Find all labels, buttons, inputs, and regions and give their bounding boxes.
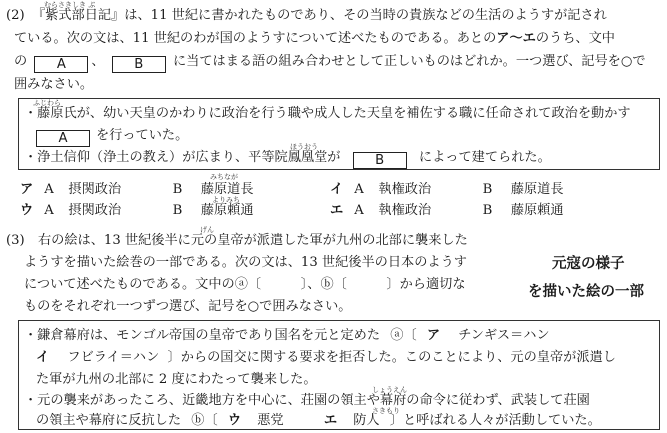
q3-box-l2c: 〕からの国交に関する要求を拒否した。このことにより、元の皇帝が派遣し xyxy=(167,350,616,365)
q3-choice-i-val: フビライ＝ハン xyxy=(67,350,160,365)
q2-choice-b-val: 藤原道長 xyxy=(510,182,564,197)
q3-ruby-gen: げん xyxy=(200,226,214,234)
q3-box-l5g: 〕と呼ばれる人々が活動していた。 xyxy=(389,413,601,428)
q2-box-line-1: ・藤原氏が、幼い天皇のかわりに政治を行う職や成人した天皇を補佐する職に任命されて政治を動かす xyxy=(24,106,631,121)
q2-box-blank-b: B xyxy=(353,152,407,169)
q3-l3: について述べたものである。文中の xyxy=(24,277,235,292)
q3-number: (3) xyxy=(6,233,25,248)
q3-l3-blanks: ⓐ〔 〕、ⓑ〔 〕 xyxy=(234,277,400,292)
q2-choice-b-label: B xyxy=(172,203,183,218)
q2-box-line-2 xyxy=(36,126,188,147)
q2-choice-a-val: 摂関政治 xyxy=(68,182,122,197)
q2-choice-mark: ア xyxy=(20,182,34,197)
q2-box-blank-a: A xyxy=(36,130,90,147)
q3-ruby-shouen: しょうえん xyxy=(372,386,407,394)
q2-blank-a: A xyxy=(34,56,88,73)
q2-choice-b-val: 藤原道長 xyxy=(200,182,254,197)
q2-choice-a-val: 摂関政治 xyxy=(68,203,122,218)
q2-choice-b-label: B xyxy=(482,203,493,218)
q2-box-l3c: によって建てられた。 xyxy=(418,150,551,165)
q2-choice-e xyxy=(330,199,564,218)
picture-caption-line-2: を描いた絵の一部 xyxy=(528,284,644,300)
q3-ruby-sakimori: さきもり xyxy=(372,407,400,415)
q3-box-l5a: の領主や幕府に反抗した xyxy=(36,413,182,428)
q2-choice-b-val: 藤原頼通 xyxy=(200,203,254,218)
q3-choice-u-mark: ウ xyxy=(227,413,242,428)
q2-p-l3a: の xyxy=(14,54,28,69)
q2-choice-mark: イ xyxy=(330,182,344,197)
q2-p-l3b: 、 xyxy=(91,54,105,69)
q2-paragraph-line-1: 『紫式部日記』は、11 世紀に書かれたものであり、その当時の貴族などの生活のようすが記され xyxy=(32,8,607,23)
q2-blank-b: B xyxy=(112,56,166,73)
q2-paragraph-line-4: 囲みなさい。 xyxy=(14,77,94,92)
q3-line-1: 右の絵は、13 世紀後半に元の皇帝が派遣した軍が九州の北部に襲来した xyxy=(38,233,468,248)
q3-box-l1b: ⓐ〔 xyxy=(390,328,417,343)
q3-box-line-4: ・元の襲来があったころ、近畿地方を中心に、荘園の領主や幕府の命令に従わず、武装して荘園 xyxy=(24,393,590,408)
q2-choice-range: ア〜エ xyxy=(496,31,536,46)
q3-choice-u-val: 悪党 xyxy=(257,413,284,428)
q2-choice-mark: エ xyxy=(330,203,344,218)
q3-box-l1a: ・鎌倉幕府は、モンゴル帝国の皇帝であり国名を元と定めた xyxy=(24,328,381,343)
q2-choice-b-label: B xyxy=(172,182,183,197)
q2-choice-a-val: 執権政治 xyxy=(378,182,432,197)
q2-ruby-yorimichi: よりみち xyxy=(212,196,240,204)
picture-caption-line-1: 元寇の様子 xyxy=(552,256,625,272)
q2-choice-a-label: A xyxy=(354,182,364,197)
q2-choice-mark: ウ xyxy=(20,203,34,218)
q2-paragraph-line-2 xyxy=(14,29,615,48)
q2-p-l2a: ている。次の文は、11 世紀のわが国のようすについて述べたものである。あとの xyxy=(14,31,497,46)
q2-choice-b-label: B xyxy=(482,182,493,197)
q2-ruby-fujiwara: ふじわら xyxy=(33,99,61,107)
q2-box-line-3 xyxy=(24,148,551,169)
q2-choice-a-label: A xyxy=(44,182,54,197)
q3-choice-i-mark: イ xyxy=(36,350,50,365)
q3-box-l5b: ⓑ〔 xyxy=(191,413,218,428)
q3-box-line-2 xyxy=(36,348,616,367)
q2-choice-a-val: 執権政治 xyxy=(378,203,432,218)
q2-ruby-houou: ほうおう xyxy=(290,143,318,151)
q2-choice-a-label: A xyxy=(354,203,364,218)
q2-number: (2) xyxy=(6,8,25,23)
q2-p-l3c: に当てはまる語の組み合わせとして正しいものはどれか。一つ選び、記号を○で xyxy=(172,54,646,69)
q2-choice-i xyxy=(330,178,564,197)
q3-line-2: ようすを描いた絵巻の一部である。次の文は、13 世紀後半の日本のようす xyxy=(24,255,467,270)
q3-choice-a-mark: ア xyxy=(426,328,441,343)
q3-choice-e-mark: エ xyxy=(323,413,337,428)
q2-p-l2c: のうち、文中 xyxy=(535,31,615,46)
q3-l3-end: から適切な xyxy=(399,277,466,292)
q3-choice-a-val: チンギス＝ハン xyxy=(458,328,550,343)
q2-box-l3a: ・浄土信仰（浄土の教え）が広まり、平等院鳳凰堂が xyxy=(24,150,341,165)
q3-line-3 xyxy=(24,275,466,294)
q2-paragraph-line-3 xyxy=(14,52,646,73)
q3-line-4: ものをそれぞれ一つずつ選び、記号を○で囲みなさい。 xyxy=(24,299,352,314)
q3-box-line-3: た軍が九州の北部に 2 度にわたって襲来した。 xyxy=(36,372,317,387)
q3-choice-e-val: 防人 xyxy=(353,413,380,428)
q3-box-line-5 xyxy=(36,411,601,430)
q3-box-line-1 xyxy=(24,326,550,345)
q2-ruby-michinaga: みちなが xyxy=(210,173,238,181)
q2-choice-u xyxy=(20,199,254,218)
q2-choice-b-val: 藤原頼通 xyxy=(510,203,564,218)
q2-ruby-murasaki: むらさきしき ぶ xyxy=(44,1,96,9)
q2-choice-a-label: A xyxy=(44,203,54,218)
q2-box-l2b: を行っていた。 xyxy=(96,128,189,143)
